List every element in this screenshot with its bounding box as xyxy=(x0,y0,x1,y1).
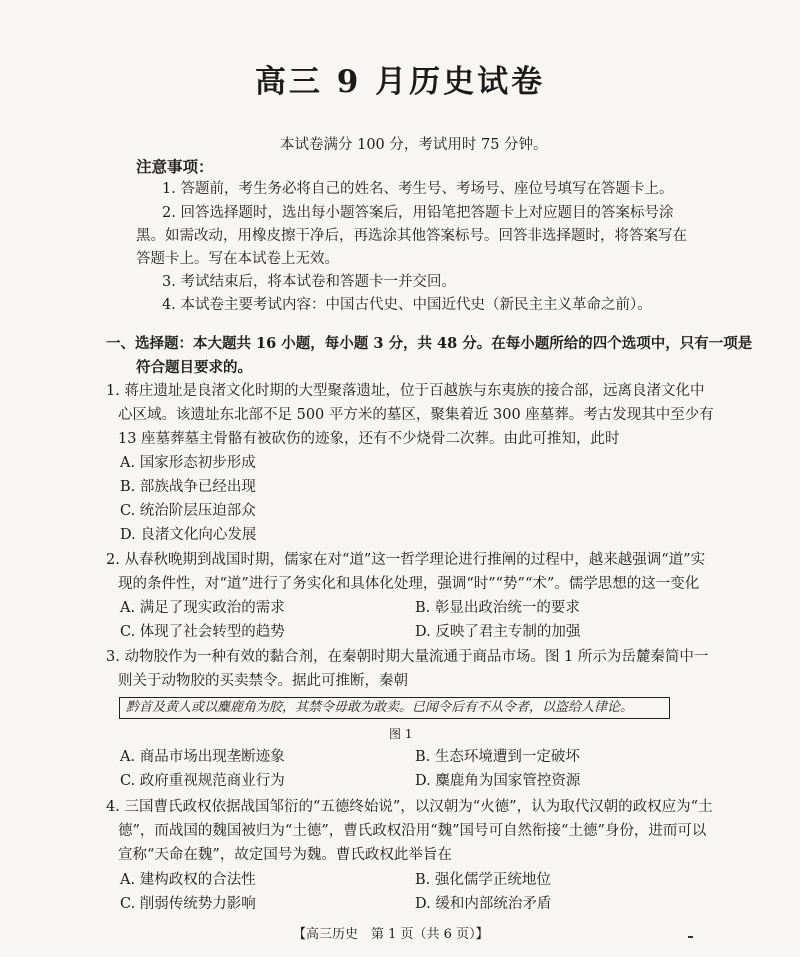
q4-option-d: D. 缓和内部统治矛盾 xyxy=(415,896,552,912)
q4-stem: 宣称“天命在魏”，故定国号为魏。曹氏政权此举旨在 xyxy=(118,847,452,863)
exam-info: 本试卷满分 100 分，考试用时 75 分钟。 xyxy=(280,137,548,153)
page-footer: 【高三历史 第 1 页（共 6 页）】 xyxy=(293,927,489,942)
q2-stem: 现的条件性，对“道”进行了务实化和具体化处理，强调“时”“势”“术”。儒学思想的这一变化 xyxy=(118,576,700,592)
q1-option-c: C. 统治阶层压迫部众 xyxy=(120,503,256,519)
q4-option-b: B. 强化儒学正统地位 xyxy=(415,872,551,888)
q2-option-c: C. 体现了社会转型的趋势 xyxy=(120,624,285,640)
notice-line: 3. 考试结束后，将本试卷和答题卡一并交回。 xyxy=(162,274,456,290)
q3-option-d: D. 麋鹿角为国家管控资源 xyxy=(415,773,581,789)
notice-line: 1. 答题前，考生务必将自己的姓名、考生号、考场号、座位号填写在答题卡上。 xyxy=(162,181,674,197)
q3-option-c: C. 政府重视规范商业行为 xyxy=(120,773,285,789)
q2-option-a: A. 满足了现实政治的需求 xyxy=(120,600,285,616)
section-heading-cont: 符合题目要求的。 xyxy=(136,359,252,376)
q3-option-a: A. 商品市场出现垄断迹象 xyxy=(120,749,285,765)
q1-option-d: D. 良渚文化向心发展 xyxy=(120,527,257,543)
q4-option-c: C. 削弱传统势力影响 xyxy=(120,896,256,912)
q1-stem: 13 座墓葬墓主骨骼有被砍伤的迹象，还有不少烧骨二次葬。由此可推知，此时 xyxy=(118,431,620,447)
q1-option-b: B. 部族战争已经出现 xyxy=(120,479,256,495)
q3-stem: 则关于动物胶的买卖禁令。据此可推断，秦朝 xyxy=(118,673,408,689)
page-title: 高三 9 月历史试卷 xyxy=(254,64,546,100)
q4-option-a: A. 建构政权的合法性 xyxy=(120,872,256,888)
notice-heading: 注意事项： xyxy=(136,157,214,176)
q4-stem: 4. 三国曹氏政权依据战国邹衍的“五德终始说”，以汉朝为“火德”，认为取代汉朝的政权应为“土 xyxy=(106,799,713,815)
q3-quote-box: 黔首及黄人或以麋鹿角为胶，其禁令毋敢为敢卖。已闻令后有不从令者，以盗给人律论。 xyxy=(119,697,670,719)
notice-line: 答题卡上。写在本试卷上无效。 xyxy=(136,251,339,267)
q2-option-d: D. 反映了君主专制的加强 xyxy=(415,624,581,640)
q2-stem: 2. 从春秋晚期到战国时期，儒家在对“道”这一哲学理论进行推阐的过程中，越来越强调“道”实 xyxy=(106,552,706,568)
q1-option-a: A. 国家形态初步形成 xyxy=(120,455,256,471)
q1-stem: 1. 蒋庄遗址是良渚文化时期的大型聚落遗址，位于百越族与东夷族的接合部，远离良渚文化中 xyxy=(106,383,705,399)
figure-caption: 图 1 xyxy=(389,727,413,741)
notice-line: 2. 回答选择题时，选出每小题答案后，用铅笔把答题卡上对应题目的答案标号涂 xyxy=(162,205,674,221)
page-mark xyxy=(688,936,693,938)
q3-stem: 3. 动物胶作为一种有效的黏合剂，在秦朝时期大量流通于商品市场。图 1 所示为岳麓秦简中一 xyxy=(106,649,709,665)
notice-line: 4. 本试卷主要考试内容：中国古代史、中国近代史（新民主主义革命之前）。 xyxy=(162,297,652,313)
section-heading: 一、选择题：本大题共 16 小题，每小题 3 分，共 48 分。在每小题所给的四个选项中，只有一项是 xyxy=(106,335,753,352)
q4-stem: 德”，而战国的魏国被归为“土德”，曹氏政权沿用“魏”国号可自然衔接“土德”身份，进而可以 xyxy=(118,823,707,839)
q1-stem: 心区域。该遗址东北部不足 500 平方米的墓区，聚集着近 300 座墓葬。考古发现其中至少有 xyxy=(118,407,714,423)
q2-option-b: B. 彰显出政治统一的要求 xyxy=(415,600,580,616)
q3-option-b: B. 生态环境遭到一定破坏 xyxy=(415,749,580,765)
notice-line: 黑。如需改动，用橡皮擦干净后，再选涂其他答案标号。回答非选择题时，将答案写在 xyxy=(136,228,687,244)
